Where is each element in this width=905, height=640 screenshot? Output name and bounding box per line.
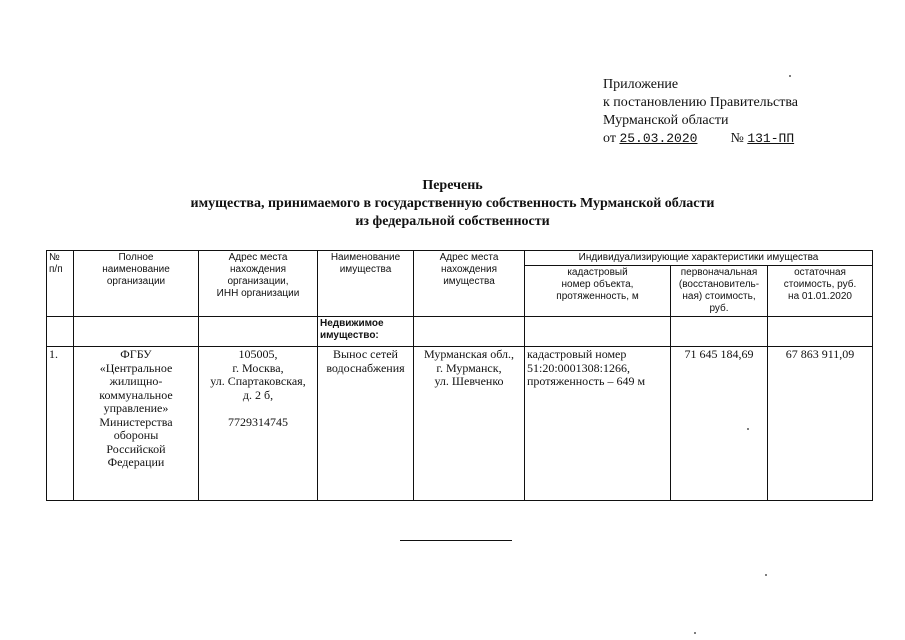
section-label: Недвижимое имущество: [318,317,414,347]
appendix-date-line [603,130,810,148]
header-property-name: Наименование имущества [318,251,414,317]
title-line-1: Перечень [422,178,483,193]
row-num: 1. [47,347,74,501]
row-org-address: 105005, г. Москва, ул. Спартаковская, д. 2 б, 7729314745 [199,347,318,501]
row-property-address: Мурманская обл., г. Мурманск, ул. Шевченко [414,347,525,501]
header-residual-cost: остаточная стоимость, руб. на 01.01.2020 [768,266,873,317]
header-org: Полное наименование организации [74,251,199,317]
closing-rule [400,540,512,541]
resolution-date: 25.03.2020 [619,131,698,146]
row-initial-cost: 71 645 184,69 [671,347,768,501]
row-cadastral: кадастровый номер 51:20:0001308:1266, протяженность – 649 м [525,347,671,501]
row-residual-cost: 67 863 911,09 [768,347,873,501]
header-cadastral: кадастровый номер объекта, протяженность, м [525,266,671,317]
header-num: № п/п [47,251,74,317]
appendix-line-2: к постановлению Правительства [603,95,799,110]
appendix-block [603,76,810,148]
resolution-number: 131-ПП [747,131,795,146]
appendix-line-3: Мурманской области [603,113,729,128]
scan-speck [694,632,696,634]
title-line-3: из федеральной собственности [355,214,550,229]
scan-speck [789,75,791,77]
header-characteristics-group: Индивидуализирующие характеристики имущества [525,251,873,266]
property-table [46,250,873,501]
from-label: от [603,131,616,146]
scan-speck [765,574,767,576]
header-org-address: Адрес места нахождения организации, ИНН организации [199,251,318,317]
appendix-line-1: Приложение [603,77,679,92]
row-org: ФГБУ «Центральное жилищно- коммунальное управление» Министерства обороны Российской Федерации [74,347,199,501]
document-title [0,177,905,231]
scan-speck [747,428,749,430]
number-label: № [730,131,744,146]
table-row [47,347,873,501]
section-row [47,317,873,347]
header-initial-cost: первоначальная (восстановитель- ная) стоимость, руб. [671,266,768,317]
header-row [47,251,873,266]
title-line-2: имущества, принимаемого в государственную собственность Мурманской области [190,196,715,211]
header-property-address: Адрес места нахождения имущества [414,251,525,317]
row-property-name: Вынос сетей водоснабжения [318,347,414,501]
